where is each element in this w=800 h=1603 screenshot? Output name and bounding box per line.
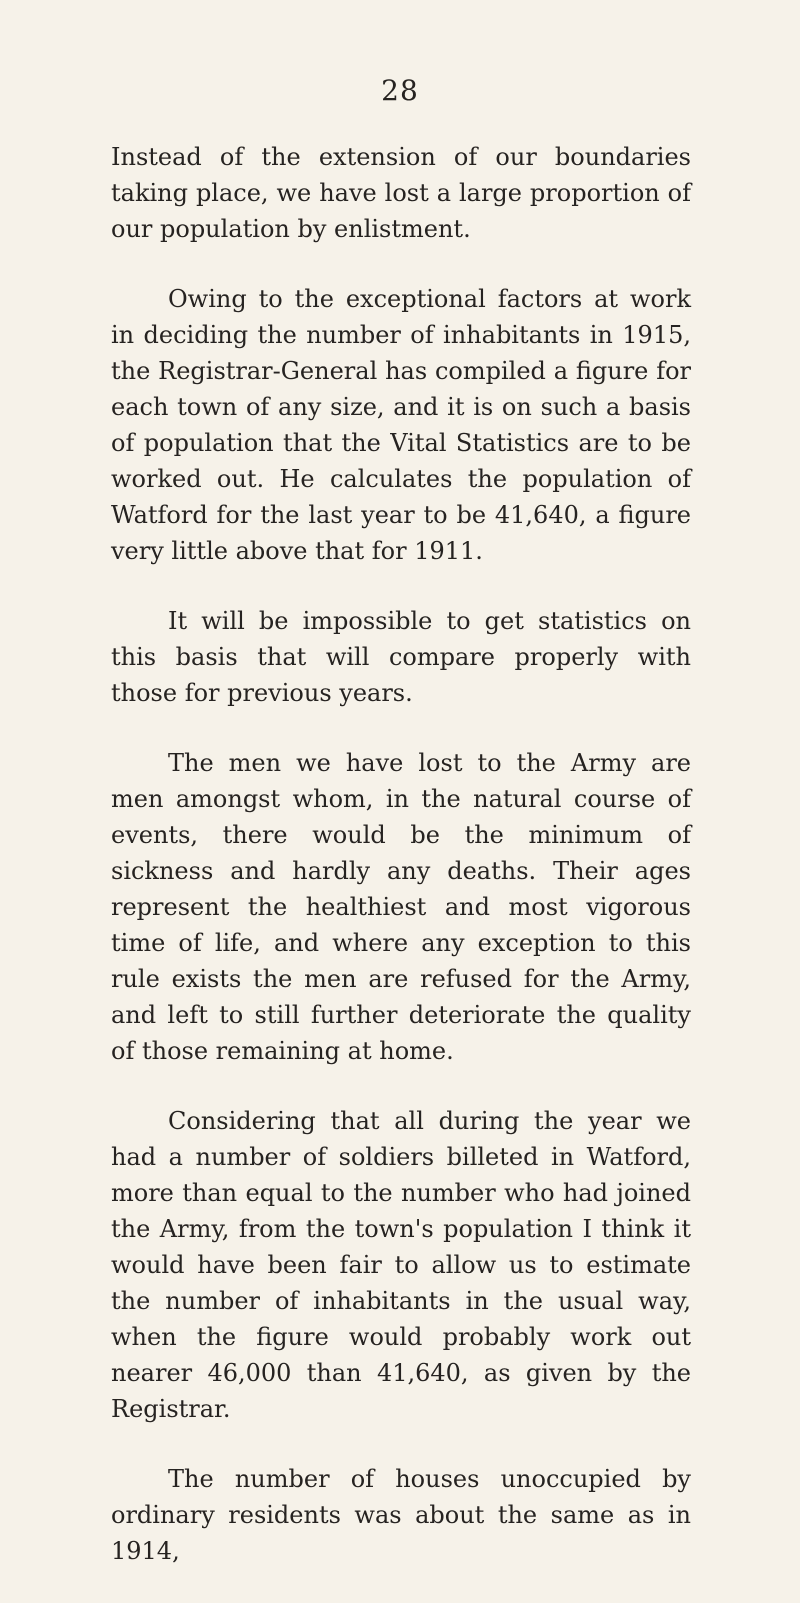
paragraph-boundaries: Instead of the extension of our boundaries taking place, we have lost a large proportion of our population by enlistment. (111, 143, 691, 243)
paragraph-army-losses: The men we have lost to the Army are men amongst whom, in the natural course of events, there would be the minimum of sickness and hardly any deaths. Their ages represent the healthiest and most vigorous time of life, and where any exception to this rule exists the men are refused for the Army, and left to still further deteriorate the quality of those remaining at home. (111, 749, 691, 1065)
page-number: 28 (381, 74, 419, 107)
paragraph-registrar-figure: Owing to the exceptional factors at work in deciding the number of inhabitants in 1915, the Registrar-General has compiled a figure for each town of any size, and it is on such a basis of population that the Vital Statistics are to be worked out. He calculates the population of Watford for the last year to be 41,640, a figure very little above that for 1911. (111, 285, 691, 565)
paragraph-houses-unoccupied: The number of houses unoccupied by ordinary residents was about the same as in 1914, (111, 1465, 691, 1565)
paragraph-soldiers-billeted: Considering that all during the year we had a number of soldiers billeted in Watford, more than equal to the number who had joined the Army, from the town's population I think it would have been fair to allow us to estimate the number of inhabitants in the usual way, when the figure would probably work out nearer 46,000 than 41,640, as given by the Registrar. (111, 1107, 691, 1423)
body-text (111, 139, 691, 1603)
paragraph-statistics-comparison: It will be impossible to get statistics on this basis that will compare properly with those for previous years. (111, 607, 691, 707)
